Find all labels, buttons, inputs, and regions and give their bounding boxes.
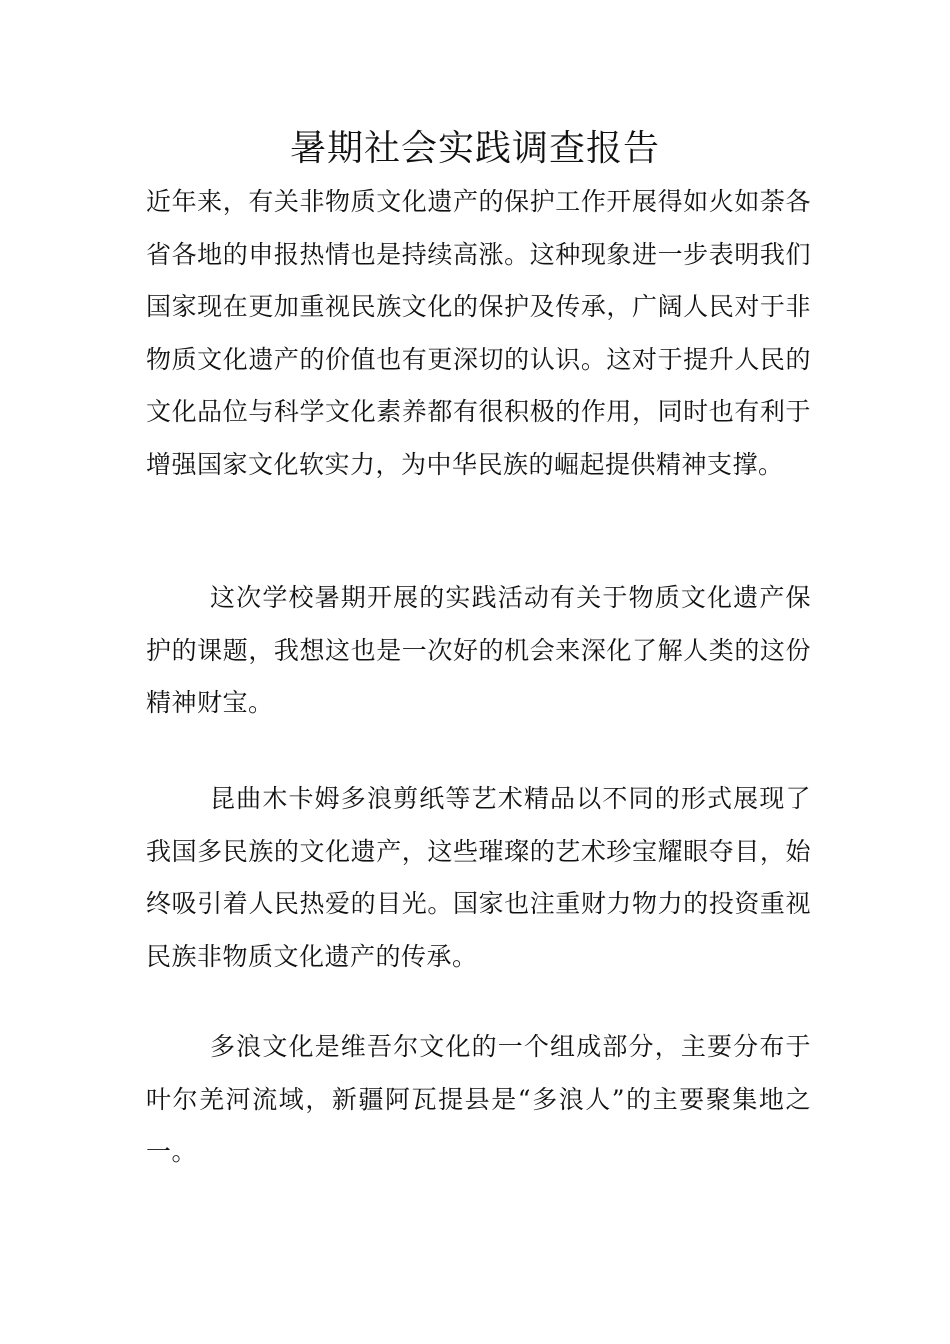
- paragraph-dolan-culture: 多浪文化是维吾尔文化的一个组成部分，主要分布于叶尔羌河流域，新疆阿瓦提县是“多浪人”的主要聚集地之一。: [146, 1032, 811, 1166]
- document-title: 暑期社会实践调查报告: [289, 128, 660, 169]
- paragraph-art-heritage: 昆曲木卡姆多浪剪纸等艺术精品以不同的形式展现了我国多民族的文化遗产，这些璀璨的艺术珍宝耀眼夺目，始终吸引着人民热爱的目光。国家也注重财力物力的投资重视民族非物质文化遗产的传承。: [146, 784, 811, 971]
- paragraph-intro: 近年来，有关非物质文化遗产的保护工作开展得如火如荼各省各地的申报热情也是持续高涨。这种现象进一步表明我们国家现在更加重视民族文化的保护及传承，广阔人民对于非物质文化遗产的价值也有更深切的认识。这对于提升人民的文化品位与科学文化素养都有很积极的作用，同时也有利于增强国家文化软实力，为中华民族的崛起提供精神支撑。: [146, 187, 811, 479]
- paragraph-practice-activity: 这次学校暑期开展的实践活动有关于物质文化遗产保护的课题，我想这也是一次好的机会来深化了解人类的这份精神财宝。: [146, 583, 811, 717]
